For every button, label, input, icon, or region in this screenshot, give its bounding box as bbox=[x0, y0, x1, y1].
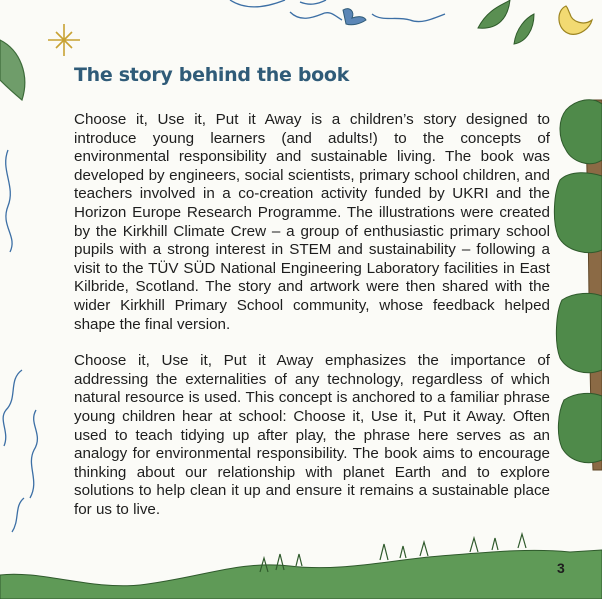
bird-icon bbox=[343, 9, 366, 25]
wind-swirl-icon bbox=[3, 150, 37, 532]
leaf-icon bbox=[0, 40, 25, 100]
moon-icon bbox=[559, 6, 592, 34]
leaf-icon bbox=[478, 0, 510, 28]
paragraph: Choose it, Use it, Put it Away is a children’s story designed to introduce young learners (and adults!) to the concepts of environmental responsibility and sustainable living. The book was developed by engineers, social scientists, primary school children, and teachers involved in a co-creation activity funded by UKRI and the Horizon Europe Research Programme. The illustrations were created by the Kirkhill Climate Crew – a group of enthusiastic primary school pupils with a strong interest in STEM and sustainability – following a visit to the TÜV SÜD National Engineering Laboratory facilities in East Kilbride, Scotland. The story and artwork were then shared with the wider Kirkhill Primary School community, whose feedback helped shape the final version. bbox=[74, 111, 550, 333]
page-title: The story behind the book bbox=[74, 64, 350, 86]
grass-hill-icon bbox=[0, 550, 602, 599]
story-body bbox=[74, 111, 550, 537]
leaf-icon bbox=[514, 14, 534, 44]
star-sparkle-icon bbox=[48, 24, 80, 56]
wind-swirl-icon bbox=[230, 0, 445, 22]
paragraph: Choose it, Use it, Put it Away emphasizes the importance of addressing the externalities of any technology, regardless of which natural resource is used. This concept is anchored to a familiar phrase young children hear at school: Choose it, Use it, Put it Away. Often used to teach tidying up after play, the phrase here serves as an analogy for environmental responsibility. The book aims to encourage thinking about our relationship with planet Earth and to explore solutions to help clean it up and ensure it remains a sustainable place for us to live. bbox=[74, 352, 550, 518]
page-number: 3 bbox=[557, 560, 565, 576]
